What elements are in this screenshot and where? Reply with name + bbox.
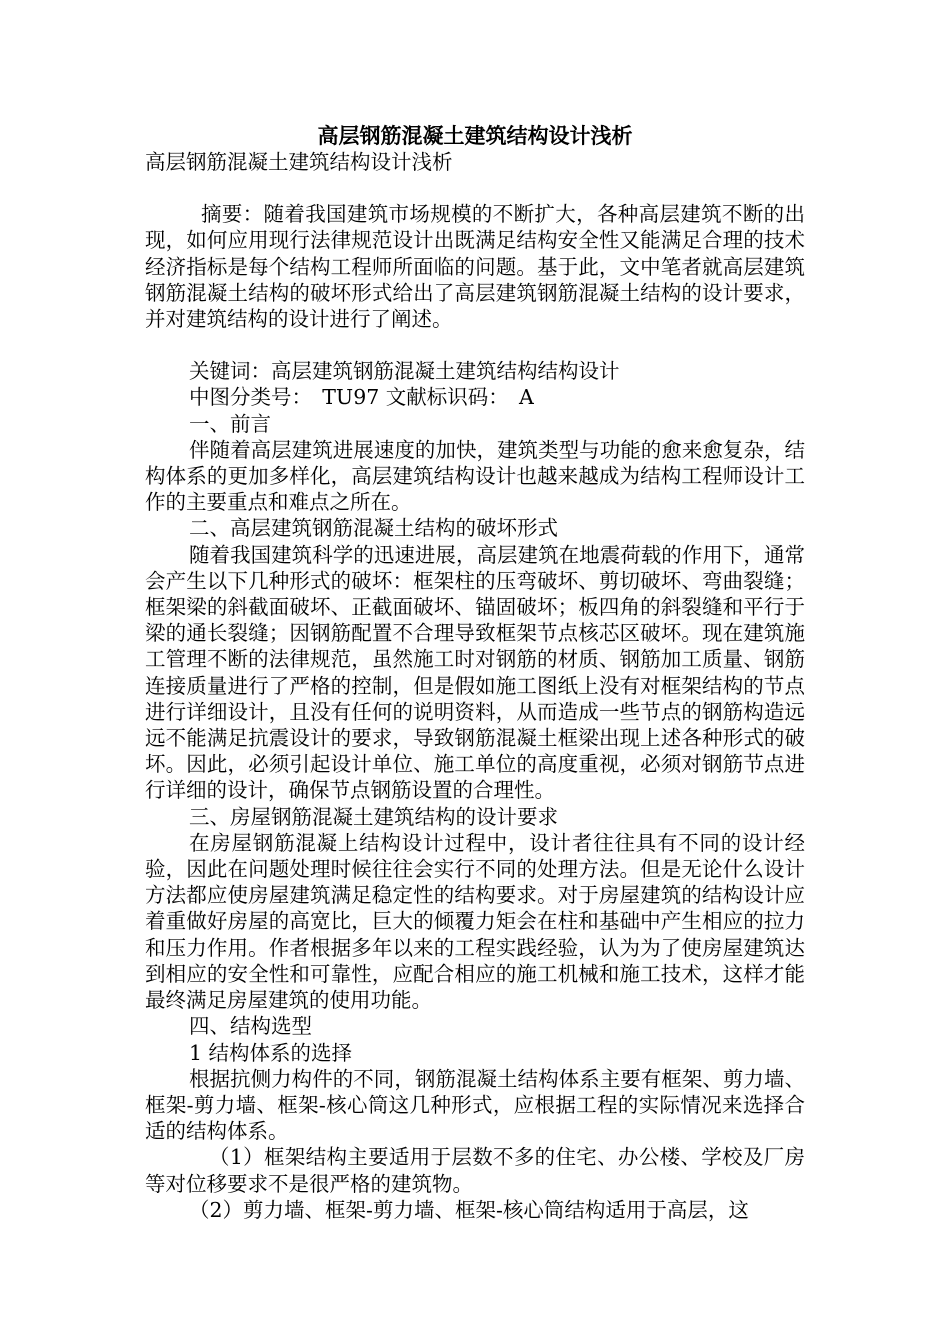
list-item-1: （1）框架结构主要适用于层数不多的住宅、办公楼、学校及厂房等对位移要求不是很严格的建筑物。 [145,1145,805,1196]
blank-line [145,175,805,201]
section-heading-2: 二、高层建筑钢筋混凝土结构的破坏形式 [189,516,558,541]
paragraph-3: 在房屋钢筋混凝上结构设计过程中，设计者往往具有不同的设计经验，因此在问题处理时候往往会实行不同的处理方法。但是无论什么设计方法都应使房屋建筑满足稳定性的结构要求。对于房屋建筑的结构设计应着重做好房屋的高宽比，巨大的倾覆力矩会在柱和基础中产生相应的拉力和压力作用。作者根据多年以来的工程实践经验，认为为了使房屋建筑达到相应的安全性和可靠性，应配合相应的施工机械和施工技术，这样才能最终满足房屋建筑的使用功能。 [145,830,805,1013]
section-heading-4: 四、结构选型 [189,1014,312,1039]
abstract-paragraph: 摘要：随着我国建筑市场规模的不断扩大，各种高层建筑不断的出现，如何应用现行法律规范设计出既满足结构安全性又能满足合理的技术经济指标是每个结构工程师所面临的问题。基于此，文中笔者就高层建筑钢筋混凝土结构的破坏形式给出了高层建筑钢筋混凝土结构的设计要求，并对建筑结构的设计进行了阐述。 [145,202,805,332]
list-item-2: （2）剪力墙、框架-剪力墙、框架-核心筒结构适用于高层，这 [189,1197,749,1222]
paragraph-4: 根据抗侧力构件的不同，钢筋混凝土结构体系主要有框架、剪力墙、框架-剪力墙、框架-核心筒这几种形式，应根据工程的实际情况来选择合适的结构体系。 [145,1066,805,1144]
keywords-line: 关键词：高层建筑钢筋混凝土建筑结构结构设计 [189,359,620,384]
paragraph-2: 随着我国建筑科学的迅速进展，高层建筑在地震荷载的作用下，通常会产生以下几种形式的破坏：框架柱的压弯破坏、剪切破坏、弯曲裂缝；框架梁的斜截面破坏、正截面破坏、锚固破坏；板四角的斜裂缝和平行于梁的通长裂缝；因钢筋配置不合理导致框架节点核芯区破坏。现在建筑施工管理不断的法律规范，虽然施工时对钢筋的材质、钢筋加工质量、钢筋连接质量进行了严格的控制，但是假如施工图纸上没有对框架结构的节点进行详细设计，且没有任何的说明资料，从而造成一些节点的钢筋构造远远不能满足抗震设计的要求，导致钢筋混凝土框梁出现上述各种形式的破坏。因此，必须引起设计单位、施工单位的高度重视，必须对钢筋节点进行详细的设计，确保节点钢筋设置的合理性。 [145,542,805,803]
section-heading-1: 一、前言 [189,411,271,436]
paragraph-1: 伴随着高层建筑进展速度的加快，建筑类型与功能的愈来愈复杂，结构体系的更加多样化，高层建筑结构设计也越来越成为结构工程师设计工作的主要重点和难点之所在。 [145,437,805,515]
classification-line: 中图分类号： TU97 文献标识码： A [189,385,534,410]
section-heading-3: 三、房屋钢筋混凝土建筑结构的设计要求 [189,804,558,829]
document-title: 高层钢筋混凝土建筑结构设计浅析 [317,123,633,148]
subsection-heading-4-1: 1 结构体系的选择 [189,1040,353,1065]
blank-line [145,332,805,358]
document-body [145,149,805,1223]
document-subtitle: 高层钢筋混凝土建筑结构设计浅析 [145,150,453,174]
